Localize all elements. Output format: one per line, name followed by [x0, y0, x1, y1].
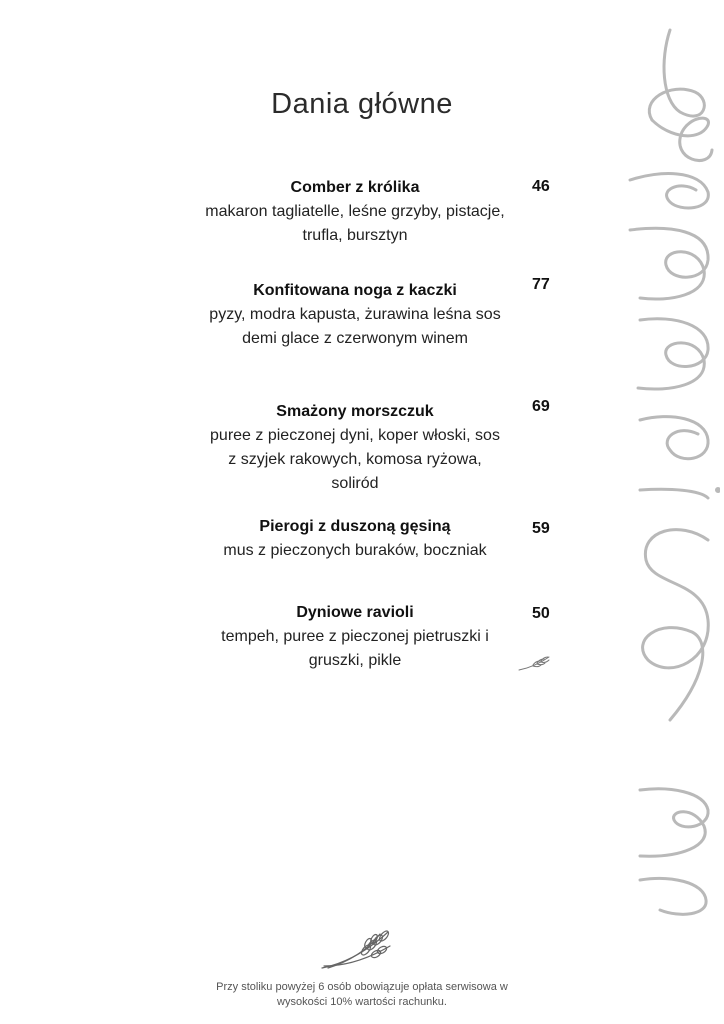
menu-item-comber-z-krolika: [180, 176, 530, 248]
dish-description-line: demi glace z czerwonym winem: [242, 330, 468, 347]
dish-description-line: soliród: [331, 475, 379, 492]
dish-name: Konfitowana noga z kaczki: [253, 282, 457, 299]
dish-price: 77: [532, 276, 550, 293]
page-title: Dania główne: [271, 88, 453, 120]
dish-price: 69: [532, 398, 550, 415]
wheat-icon: [517, 654, 551, 674]
menu-item-pierogi-z-duszona-gesina: [180, 515, 530, 563]
dish-description-line: pyzy, modra kapusta, żurawina leśna sos: [209, 306, 501, 323]
script-lettering-decoration: [600, 20, 720, 920]
dish-price: 50: [532, 605, 550, 622]
dish-name: Comber z królika: [290, 179, 420, 196]
wheat-icon: [318, 928, 394, 972]
menu-item-konfitowana-noga-z-kaczki: [180, 279, 530, 351]
dish-description-line: makaron tagliatelle, leśne grzyby, pistacje,: [205, 203, 505, 220]
menu-item-smazony-morszczuk: [180, 400, 530, 496]
menu-item-dyniowe-ravioli: [180, 601, 530, 673]
footer-note-line: Przy stoliku powyżej 6 osób obowiązuje opłata serwisowa w: [216, 981, 508, 993]
service-charge-note: [0, 980, 724, 1010]
dish-price: 46: [532, 178, 550, 195]
dish-description-line: mus z pieczonych buraków, boczniak: [223, 542, 487, 559]
dish-description-line: z szyjek rakowych, komosa ryżowa,: [228, 451, 482, 468]
dish-description-line: trufla, bursztyn: [302, 227, 408, 244]
footer-note-line: wysokości 10% wartości rachunku.: [277, 996, 447, 1008]
dish-name: Dyniowe ravioli: [296, 604, 414, 621]
dish-price: 59: [532, 520, 550, 537]
dish-description-line: puree z pieczonej dyni, koper włoski, sos: [210, 427, 500, 444]
dish-description-line: tempeh, puree z pieczonej pietruszki i: [221, 628, 489, 645]
dish-name: Pierogi z duszoną gęsiną: [259, 518, 451, 535]
dish-name: Smażony morszczuk: [276, 403, 434, 420]
dish-description-line: gruszki, pikle: [308, 652, 402, 669]
